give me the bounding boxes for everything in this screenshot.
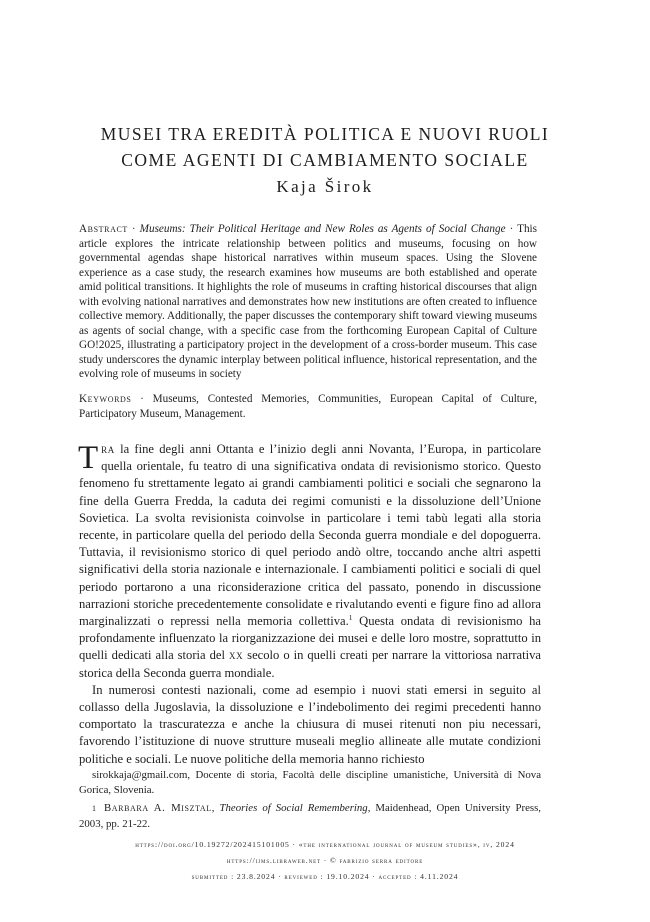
keywords — [79, 392, 537, 421]
abstract-english-title: Museums: Their Political Heritage and New Roles as Agents of Social Change — [139, 223, 506, 235]
paragraph-1-text: la fine degli anni Ottanta e l’inizio degli anni Novanta, l’Europa, in particolare quella orientale, fu teatro di una significativa ondata di revisionismo storico. Questo fenomeno fu strettamente legato ai grandi cambiamenti politici e sociali che segnarono la fine della Guerra Fredda, la caduta dei regimi comunisti e la dissoluzione dell’Unione Sovietica. La svolta revisionista coinvolse in particolare i temi tabù legati alla storia recente, in particolare quella del periodo della Seconda guerra mondiale e del dopoguerra. Tuttavia, il revisionismo storico di quel periodo andò oltre, toccando anche altri aspetti significativi della storia nazionale e internazionale. I cambiamenti politici e sociali di quel periodo portarono a una riconsiderazione critica del passato, ponendo in discussione narrazioni storiche precedentemente consolidate e rivalutando eventi e figure fino ad allora marginalizzati o repressi nella memoria collettiva. — [79, 442, 541, 629]
abstract-text: This article explores the intricate relationship between politics and museums, focusing on how governmental agendas shape historical narratives within museum spaces. Using the Slovene experience as a case study, the research examines how museums are both established and operate amid political transitions. It highlights the role of museums in crafting historical discourses that align with evolving national narratives and demonstrates how new institutions are often created to influence collective memory. Additionally, the paper discusses the contemporary shift toward viewing museums as agents of social change, with a specific case from the forthcoming European Capital of Culture GO!2025, illustrating a participatory project in the development of a cross-border museum. This case study underscores the dynamic interplay between political influence, historical representation, and the evolving role of museums in society — [79, 223, 537, 380]
title-line-1: MUSEI TRA EREDITÀ POLITICA E NUOVI RUOLI — [100, 124, 550, 144]
keywords-label: Keywords — [79, 393, 132, 405]
website-publisher-line[interactable]: https://ijms.libraweb.net · © fabrizio serra editore — [226, 856, 424, 865]
body-paragraph-2: In numerosi contesti nazionali, come ad esempio i nuovi stati emersi in seguito al collasso della Jugoslavia, la dissoluzione e l’indebolimento dei regimi precedenti hanno comportato la trascuratezza e anche la chiusura di musei ritenuti non piu necessari, favorendo l’istituzione di nuove strutture museali meglio allineate alle mutate condizioni politiche e sociali. Le nuove politiche della memoria hanno richiesto — [79, 682, 541, 766]
title-line-2: COME AGENTI DI CAMBIAMENTO SOCIALE — [121, 150, 529, 170]
body-paragraph-1 — [79, 441, 541, 682]
lead-small-caps: ra — [101, 442, 115, 456]
author-affiliation-note: sirokkaja@gmail.com, Docente di storia, Facoltà delle discipline umanistiche, Università di Nova Gorica, Slovenia. — [79, 769, 541, 796]
abstract-label: Abstract — [79, 223, 128, 235]
footnotes — [79, 768, 541, 835]
paragraph-1-continued-a: Questa ondata di revisionismo ha profondamente influenzato la riorganizzazione dei musei e delle loro mostre, soprattutto in quelli dedicati alla storia del — [79, 614, 541, 663]
footnote-1-author: Barbara A. Misztal — [104, 802, 212, 814]
drop-cap: T — [78, 440, 99, 476]
footnote-1-separator: , — [211, 802, 220, 814]
footnote-1-book-title: Theories of Social Remembering — [219, 802, 368, 814]
footnote-1-number: 1 — [92, 804, 96, 813]
footnote-1 — [79, 801, 541, 831]
submission-dates-line: submitted : 23.8.2024 · reviewed : 19.10.2024 · accepted : 4.11.2024 — [191, 872, 459, 881]
keywords-separator: · — [131, 393, 153, 405]
footnote-1-publication: , Maidenhead, Open University Press, 2003, pp. 21-22. — [79, 802, 541, 830]
doi-journal-line[interactable]: https://doi.org/10.19272/202415101005 · «the international journal of museum studies», iv, 2024 — [135, 840, 515, 849]
footnote-reference-1[interactable]: 1 — [348, 612, 353, 622]
author-name: Kaja Širok — [276, 177, 374, 196]
abstract — [79, 222, 537, 382]
century-numeral: xx — [228, 648, 244, 663]
article-body — [79, 441, 541, 768]
abstract-separator: · — [127, 223, 140, 235]
keywords-text: Museums, Contested Memories, Communities, European Capital of Culture, Participatory Museum, Management. — [79, 393, 537, 420]
abstract-separator-2: · — [505, 223, 518, 235]
article-title — [60, 121, 590, 173]
paragraph-1-continued-b: secolo o in quelli creati per narrare la vittoriosa narrativa storica della Seconda guerra mondiale. — [79, 648, 542, 680]
